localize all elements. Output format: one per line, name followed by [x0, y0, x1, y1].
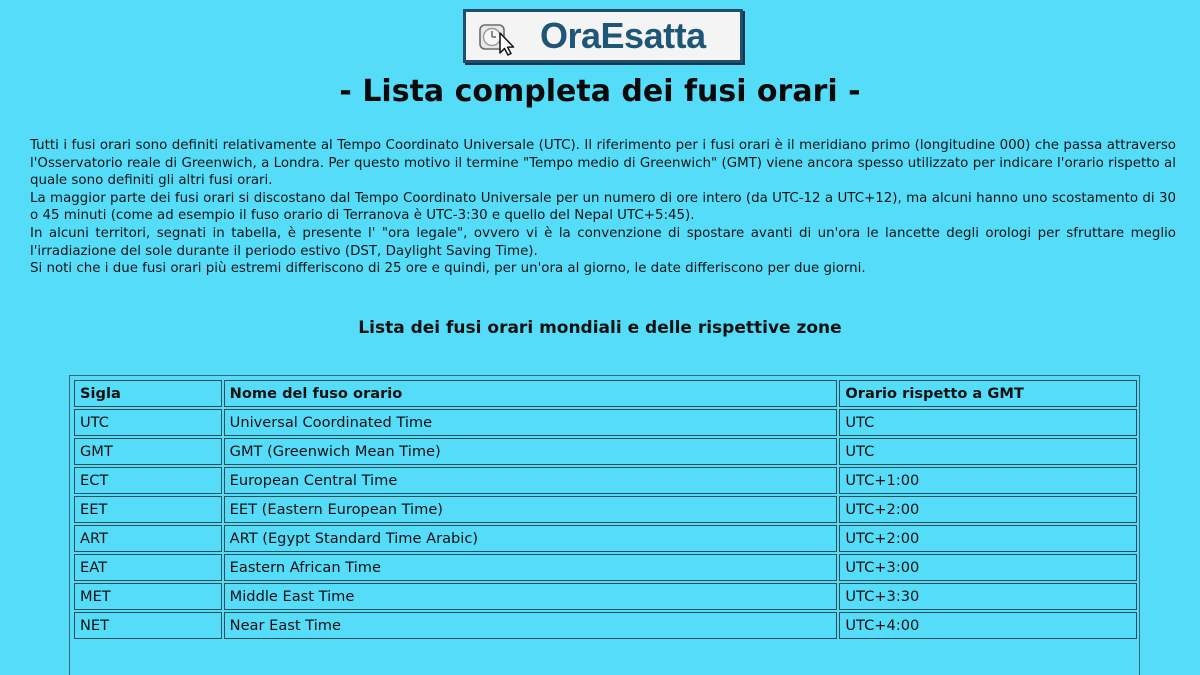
- cell-offset: UTC: [839, 409, 1137, 436]
- intro-paragraph: Si noti che i due fusi orari più estremi differiscono di 25 ore e quindi, per un'ora al giorno, le date differiscono per due giorni.: [30, 261, 866, 277]
- column-header-name: Nome del fuso orario: [224, 380, 838, 407]
- cell-sigla: NET: [74, 612, 222, 639]
- table-row: [74, 496, 1137, 523]
- section-heading: Lista dei fusi orari mondiali e delle rispettive zone: [358, 318, 842, 338]
- cell-sigla: MET: [74, 583, 222, 610]
- cell-offset: UTC+3:30: [839, 583, 1137, 610]
- table-header-row: [74, 380, 1137, 407]
- table-row: [74, 525, 1137, 552]
- intro-text: [30, 137, 1176, 278]
- cell-name: European Central Time: [224, 467, 838, 494]
- cell-name: ART (Egypt Standard Time Arabic): [224, 525, 838, 552]
- cell-sigla: EET: [74, 496, 222, 523]
- cell-name: Middle East Time: [224, 583, 838, 610]
- cell-sigla: ART: [74, 525, 222, 552]
- clock-cursor-icon: [478, 22, 522, 56]
- cell-name: Eastern African Time: [224, 554, 838, 581]
- cell-offset: UTC+4:00: [839, 612, 1137, 639]
- timezone-table-container: [69, 375, 1140, 675]
- column-header-offset: Orario rispetto a GMT: [839, 380, 1137, 407]
- table-row: [74, 409, 1137, 436]
- cell-offset: UTC+2:00: [839, 496, 1137, 523]
- cell-name: EET (Eastern European Time): [224, 496, 838, 523]
- cell-offset: UTC+3:00: [839, 554, 1137, 581]
- intro-paragraph: Tutti i fusi orari sono definiti relativamente al Tempo Coordinato Universale (UTC). Il riferimento per i fusi orari è il meridiano primo (longitudine 000) che passa attraverso l'Osservatorio reale di Greenwich, a Londra. Per questo motivo il termine "Tempo medio di Greenwich" (GMT) viene ancora spesso utilizzato per indicare l'orario rispetto al quale sono definiti gli altri fusi orari.: [30, 138, 1176, 189]
- page-title: - Lista completa dei fusi orari -: [339, 74, 861, 109]
- cell-offset: UTC+1:00: [839, 467, 1137, 494]
- table-row: [74, 554, 1137, 581]
- cell-name: Universal Coordinated Time: [224, 409, 838, 436]
- cell-sigla: GMT: [74, 438, 222, 465]
- table-row: [74, 467, 1137, 494]
- cell-name: GMT (Greenwich Mean Time): [224, 438, 838, 465]
- cell-offset: UTC: [839, 438, 1137, 465]
- cell-offset: UTC+2:00: [839, 525, 1137, 552]
- table-row: [74, 612, 1137, 639]
- timezone-table: [72, 378, 1139, 641]
- cell-sigla: ECT: [74, 467, 222, 494]
- cell-sigla: EAT: [74, 554, 222, 581]
- column-header-sigla: Sigla: [74, 380, 222, 407]
- table-row: [74, 438, 1137, 465]
- table-row: [74, 583, 1137, 610]
- logo-text: OraEsatta: [540, 15, 706, 56]
- cell-sigla: UTC: [74, 409, 222, 436]
- site-logo[interactable]: [463, 9, 743, 63]
- intro-paragraph: La maggior parte dei fusi orari si discostano dal Tempo Coordinato Universale per un numero di ore intero (da UTC-12 a UTC+12), ma alcuni hanno uno scostamento di 30 o 45 minuti (come ad esempio il fuso orario di Terranova è UTC-3:30 e quello del Nepal UTC+5:45).: [30, 190, 1176, 224]
- intro-paragraph: In alcuni territori, segnati in tabella, è presente l' "ora legale", ovvero vi è la convenzione di spostare avanti di un'ora le lancette degli orologi per sfruttare meglio l'irradiazione del sole durante il periodo estivo (DST, Daylight Saving Time).: [30, 225, 1176, 259]
- cell-name: Near East Time: [224, 612, 838, 639]
